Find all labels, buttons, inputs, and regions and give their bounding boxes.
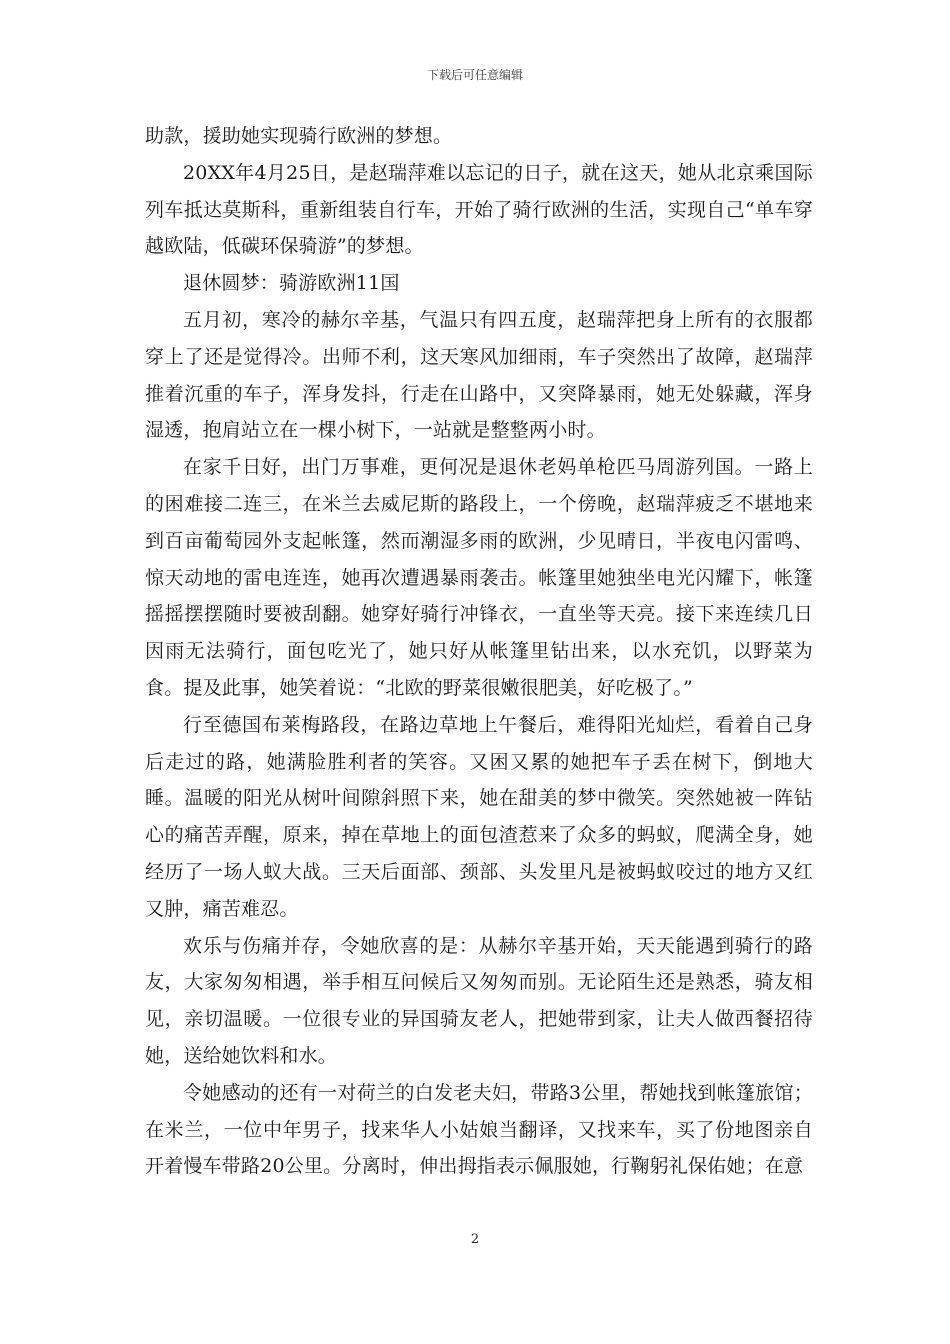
- paragraph-riders: 欢乐与伤痛并存，令她欣喜的是：从赫尔辛基开始，天天能遇到骑行的路友，大家匆匆相遇，举手相互问候后又匆匆而别。无论陌生还是熟悉，骑友相见，亲切温暖。一位很专业的异国骑友老人，把她带到家，让夫人做西餐招待她，送给她饮料和水。: [145, 934, 813, 1067]
- paragraph-touched: 令她感动的还有一对荷兰的白发老夫妇，带路3公里，帮她找到帐篷旅馆；在米兰，一位中年男子，找来华人小姑娘当翻译，又找来车，买了份地图亲自开着慢车带路20公里。分离时，伸出拇指表示佩服她，行鞠躬礼保佑她；在意: [145, 1081, 813, 1178]
- paragraph-departure-date: 20XX年4月25日，是赵瑞萍难以忘记的日子，就在这天，她从北京乘国际列车抵达莫斯科，重新组装自行车，开始了骑行欧洲的生活，实现自己“单车穿越欧陆，低碳环保骑游”的梦想。: [145, 161, 813, 258]
- paragraph-bremen: 行至德国布莱梅路段，在路边草地上午餐后，难得阳光灿烂，看着自己身后走过的路，她满脸胜利者的笑容。又困又累的她把车子丢在树下，倒地大睡。温暖的阳光从树叶间隙斜照下来，她在甜美的梦中微笑。突然她被一阵钻心的痛苦弄醒，原来，掉在草地上的面包渣惹来了众多的蚂蚁，爬满全身，她经历了一场人蚁大战。三天后面部、颈部、头发里凡是被蚂蚁咬过的地方又红又肿，痛苦难忍。: [145, 713, 813, 920]
- paragraph-helsinki: 五月初，寒冷的赫尔辛基，气温只有四五度，赵瑞萍把身上所有的衣服都穿上了还是觉得冷。出师不利，这天寒风加细雨，车子突然出了故障，赵瑞萍推着沉重的车子，浑身发抖，行走在山路中，又突降暴雨，她无处躲藏，浑身湿透，抱肩站立在一棵小树下，一站就是整整两小时。: [145, 308, 813, 442]
- paragraph-difficulties: 在家千日好，出门万事难，更何况是退休老妈单枪匹马周游列国。一路上的困难接二连三，在米兰去威尼斯的路段上，一个傍晚，赵瑞萍疲乏不堪地来到百亩葡萄园外支起帐篷，然而潮湿多雨的欧洲，少见晴日，半夜电闪雷鸣、惊天动地的雷电连连，她再次遭遇暴雨袭击。帐篷里她独坐电光闪耀下，帐篷摇摇摆摆随时要被刮翻。她穿好骑行冲锋衣，一直坐等天亮。接下来连续几日因雨无法骑行，面包吃光了，她只好从帐篷里钻出来，以水充饥，以野菜为食。提及此事，她笑着说：“北欧的野菜很嫩很肥美，好吃极了。”: [145, 456, 813, 699]
- page-header: 下载后可任意编辑: [426, 68, 523, 82]
- document-body: [145, 118, 813, 1185]
- paragraph-continuation: 助款，援助她实现骑行欧洲的梦想。: [145, 125, 453, 147]
- page-number: 2: [470, 1232, 480, 1247]
- section-heading: 退休圆梦：骑游欧洲11国: [183, 272, 400, 295]
